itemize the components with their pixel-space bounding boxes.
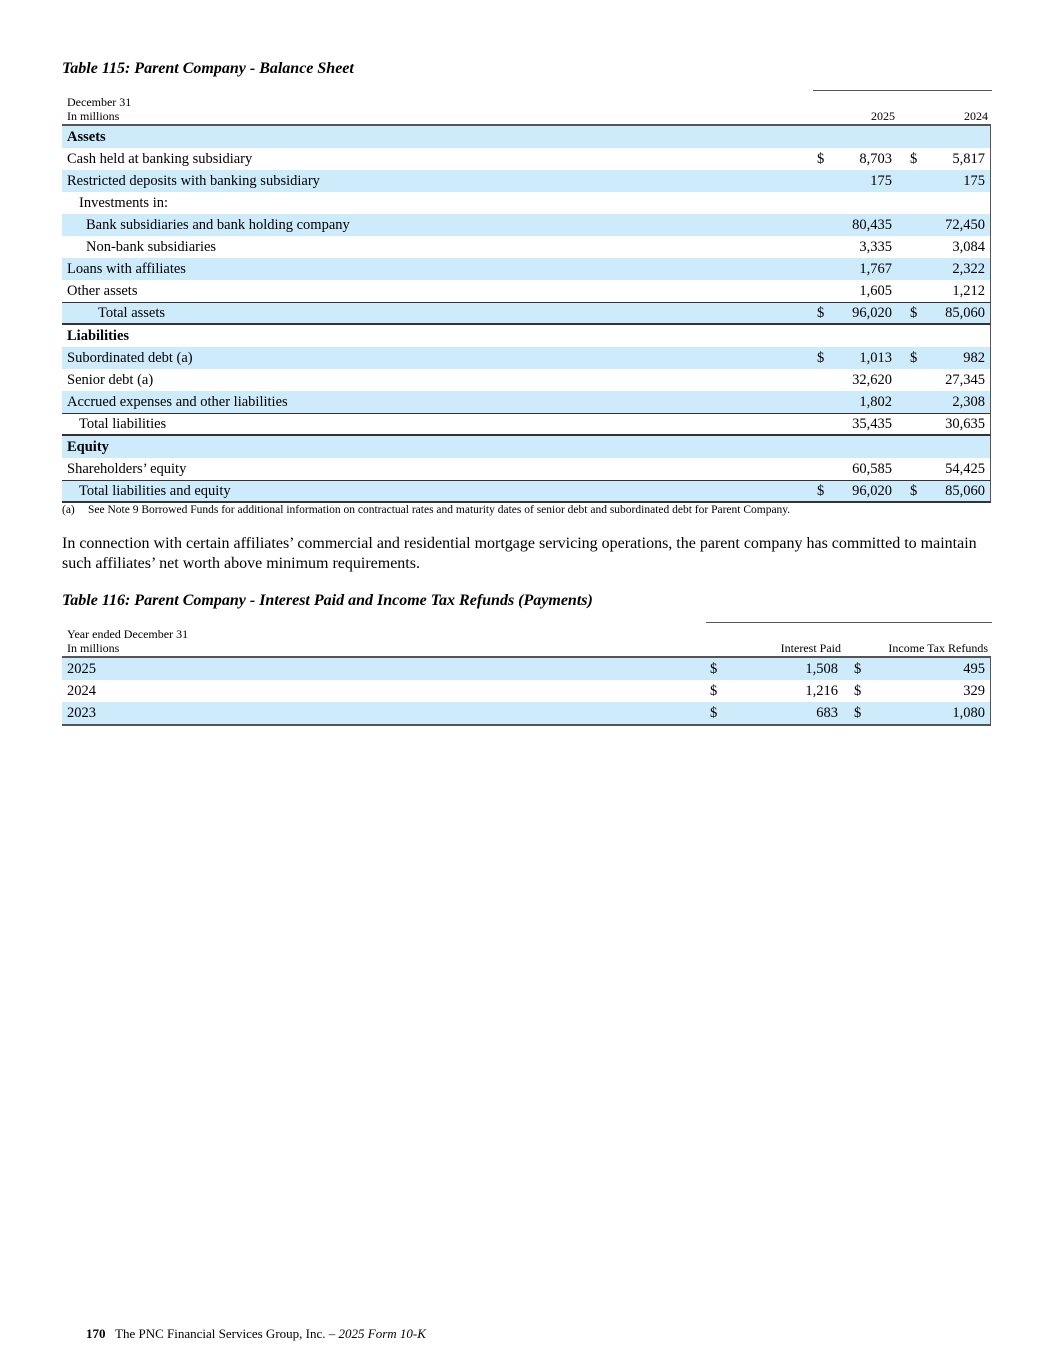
footer-form: 2025 Form 10-K (338, 1326, 426, 1341)
income-tax-refunds-value: 495 (963, 661, 985, 677)
footnote-text: See Note 9 Borrowed Funds for additional information on contractual rates and maturity dates of senior debt and subordinated debt for Parent Company. (88, 504, 791, 516)
table-header (62, 622, 991, 658)
row-label: Total liabilities and equity (79, 483, 231, 499)
table-row (62, 280, 991, 302)
row-label: Liabilities (67, 328, 130, 344)
value-2025: 96,020 (852, 483, 892, 499)
value-2024: 72,450 (945, 217, 985, 233)
interest-paid-value: 683 (816, 705, 838, 721)
footer-company: The PNC Financial Services Group, Inc. – (115, 1326, 339, 1341)
header-income-tax-refunds: Income Tax Refunds (888, 641, 988, 655)
value-2025: 80,435 (852, 217, 892, 233)
row-label: Shareholders’ equity (67, 461, 187, 477)
row-year: 2025 (67, 661, 96, 677)
value-2025: 8,703 (859, 151, 892, 167)
table-row (62, 458, 991, 480)
row-label: Bank subsidiaries and bank holding company (86, 217, 350, 233)
row-label: Investments in: (79, 195, 169, 211)
table-row (62, 347, 991, 369)
header-units: In millions (67, 109, 120, 123)
currency-symbol: $ (710, 683, 718, 699)
table-header (62, 90, 991, 126)
value-2025: 32,620 (852, 372, 892, 388)
value-2024: 85,060 (945, 483, 985, 499)
currency-symbol: $ (854, 683, 862, 699)
value-2024: 2,308 (952, 394, 985, 410)
value-2024: 1,212 (952, 283, 985, 299)
row-label: Senior debt (a) (67, 372, 154, 388)
header-interest-paid: Interest Paid (780, 641, 841, 655)
balance-sheet-table (62, 90, 991, 503)
header-date: December 31 (67, 95, 132, 109)
value-2024: 85,060 (945, 305, 985, 321)
value-2025: 1,013 (859, 350, 892, 366)
currency-symbol: $ (910, 483, 918, 499)
row-label: Cash held at banking subsidiary (67, 151, 253, 167)
row-label: Total assets (98, 305, 166, 321)
total-row (62, 413, 991, 436)
currency-symbol: $ (854, 661, 862, 677)
section-header-row (62, 126, 991, 148)
header-rule (813, 90, 992, 91)
header-col-2025: 2025 (871, 109, 895, 123)
currency-symbol: $ (817, 151, 825, 167)
value-2025: 60,585 (852, 461, 892, 477)
header-rule (706, 622, 992, 623)
row-label: Accrued expenses and other liabilities (67, 394, 288, 410)
table-row (62, 214, 991, 236)
row-label: Total liabilities (79, 416, 167, 432)
row-year: 2023 (67, 705, 96, 721)
section-header-row (62, 436, 991, 458)
header-units: In millions (67, 641, 120, 655)
value-2024: 54,425 (945, 461, 985, 477)
row-label: Non-bank subsidiaries (86, 239, 217, 255)
page-number: 170 (86, 1326, 106, 1341)
value-2025: 35,435 (852, 416, 892, 432)
value-2025: 1,802 (859, 394, 892, 410)
row-label: Loans with affiliates (67, 261, 186, 277)
value-2025: 96,020 (852, 305, 892, 321)
body-paragraph: In connection with certain affiliates’ commercial and residential mortgage servicing operations, the parent company has committed to maintain such affiliates’ net worth above minimum requirements. (62, 535, 977, 572)
table-115-title: Table 115: Parent Company - Balance Sheet (62, 60, 354, 77)
row-label: Assets (67, 129, 106, 145)
value-2024: 30,635 (945, 416, 985, 432)
header-col-2024: 2024 (964, 109, 988, 123)
header-period: Year ended December 31 (67, 627, 189, 641)
value-2024: 175 (963, 173, 985, 189)
value-2024: 5,817 (952, 151, 985, 167)
interest-paid-value: 1,508 (805, 661, 838, 677)
currency-symbol: $ (854, 705, 862, 721)
value-2025: 175 (870, 173, 892, 189)
footnote-marker: (a) (62, 504, 75, 516)
table-row (62, 258, 991, 280)
table-row (62, 236, 991, 258)
value-2025: 3,335 (859, 239, 892, 255)
row-label: Restricted deposits with banking subsidiary (67, 173, 320, 189)
value-2024: 2,322 (952, 261, 985, 277)
currency-symbol: $ (817, 305, 825, 321)
income-tax-refunds-value: 1,080 (952, 705, 985, 721)
row-year: 2024 (67, 683, 96, 699)
currency-symbol: $ (910, 151, 918, 167)
table-row (62, 702, 991, 726)
table-row (62, 148, 991, 170)
total-row (62, 302, 991, 325)
row-label: Subordinated debt (a) (67, 350, 193, 366)
page-footer (86, 1326, 426, 1342)
value-2024: 3,084 (952, 239, 985, 255)
footnote (62, 504, 791, 516)
section-header-row (62, 325, 991, 347)
currency-symbol: $ (817, 483, 825, 499)
value-2024: 27,345 (945, 372, 985, 388)
interest-paid-value: 1,216 (805, 683, 838, 699)
total-row (62, 480, 991, 503)
row-label: Other assets (67, 283, 138, 299)
value-2025: 1,767 (859, 261, 892, 277)
currency-symbol: $ (710, 661, 718, 677)
table-row (62, 680, 991, 702)
currency-symbol: $ (910, 350, 918, 366)
table-row (62, 369, 991, 391)
table-116-title: Table 116: Parent Company - Interest Paid and Income Tax Refunds (Payments) (62, 592, 593, 609)
row-label: Equity (67, 439, 109, 455)
income-tax-refunds-value: 329 (963, 683, 985, 699)
table-row (62, 391, 991, 413)
currency-symbol: $ (817, 350, 825, 366)
value-2024: 982 (963, 350, 985, 366)
currency-symbol: $ (710, 705, 718, 721)
interest-tax-table (62, 622, 991, 726)
value-2025: 1,605 (859, 283, 892, 299)
table-row (62, 170, 991, 192)
table-row (62, 192, 991, 214)
table-row (62, 658, 991, 680)
currency-symbol: $ (910, 305, 918, 321)
